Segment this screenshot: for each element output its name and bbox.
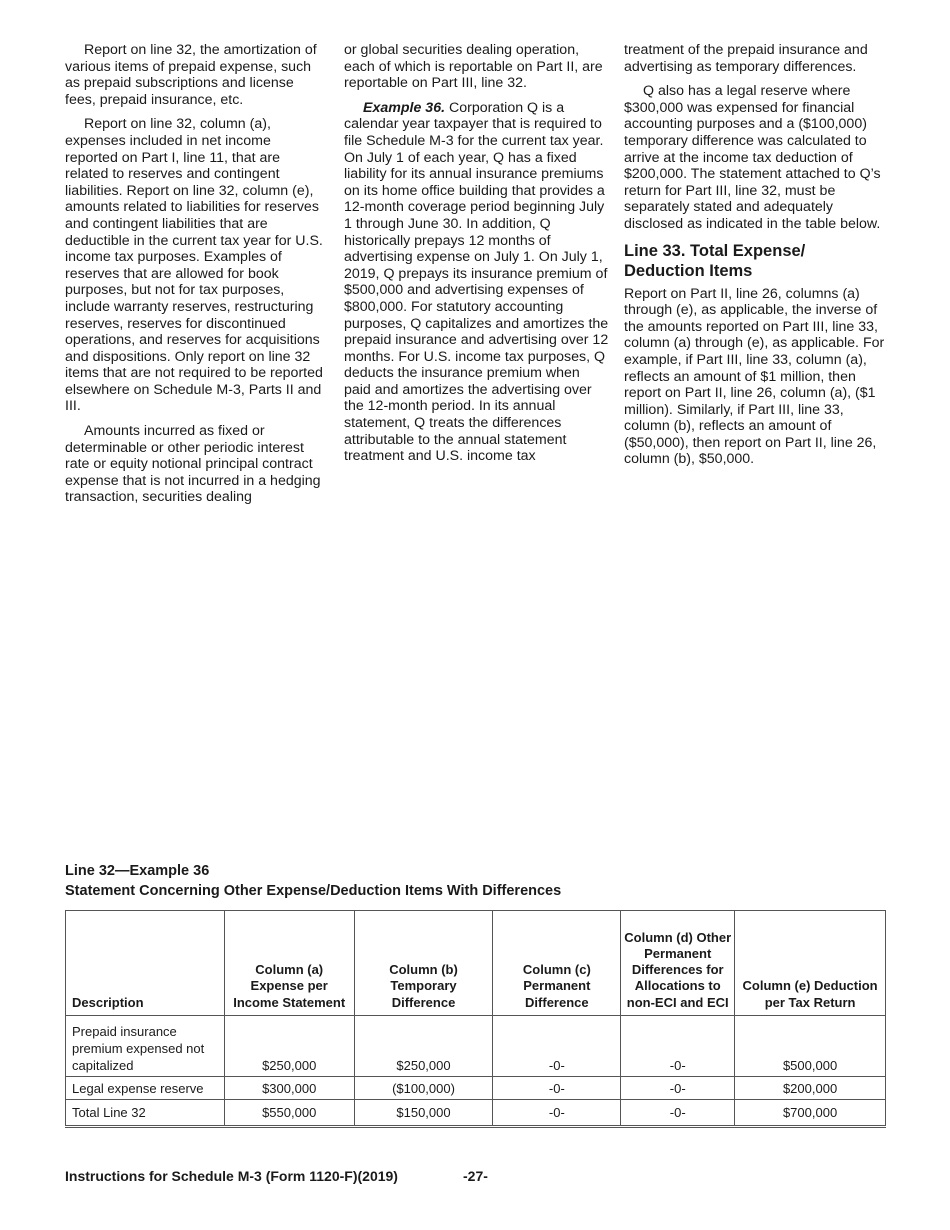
table-cell: $300,000	[224, 1077, 354, 1100]
table-cell: $150,000	[354, 1100, 493, 1127]
column-header: Description	[66, 911, 225, 1016]
table-cell: $500,000	[735, 1016, 886, 1077]
table-cell: $250,000	[354, 1016, 493, 1077]
text-column-1	[65, 42, 327, 514]
table-title	[65, 861, 561, 901]
paragraph: or global securities dealing operation, each of which is reportable on Part II, are reportable on Part III, line 32.	[344, 42, 603, 92]
table-cell: $700,000	[735, 1100, 886, 1127]
table-cell: $550,000	[224, 1100, 354, 1127]
table-row	[66, 1016, 886, 1077]
paragraph: Q also has a legal reserve where $300,000 was expensed for financial accounting purposes and a ($100,000) temporary difference was calculated to arrive at the income tax deduction of $200,000. The statement attached to Q’s return for Part III, line 32, must be separately stated and adequately disclosed as indicated in the table below.	[624, 83, 881, 232]
table-cell: -0-	[493, 1016, 621, 1077]
table-total-row	[66, 1100, 886, 1127]
example-table	[65, 910, 886, 1128]
table-cell: -0-	[621, 1077, 735, 1100]
table-cell: -0-	[493, 1077, 621, 1100]
paragraph: Report on line 32, the amortization of various items of prepaid expense, such as prepaid subscriptions and license fees, prepaid insurance, etc.	[65, 42, 317, 108]
table-cell: -0-	[493, 1100, 621, 1127]
table-cell: $250,000	[224, 1016, 354, 1077]
text-column-2	[344, 42, 610, 473]
table-cell: Legal expense reserve	[66, 1077, 225, 1100]
footer-doc-title: Instructions for Schedule M-3 (Form 1120-F)(2019)	[65, 1168, 398, 1184]
paragraph: Report on line 32, column (a), expenses included in net income reported on Part I, line 11, that are related to reserves and contingent liabilities. Report on line 32, column (e), amounts related to liabilities for reserves and contingent liabilities that are deductible in the current tax year for U.S. income tax purposes. Examples of reserves that are allowed for book purposes, but not for tax purposes, include warranty reserves, restructuring reserves, reserves for discontinued operations, and reserves for acquisitions and dispositions. Only report on line 32 items that are not required to be reported elsewhere on Schedule M-3, Parts II and III.	[65, 116, 323, 415]
table-header-row	[66, 911, 886, 1016]
table-cell: Total Line 32	[66, 1100, 225, 1127]
paragraph: treatment of the prepaid insurance and advertising as temporary differences.	[624, 42, 868, 75]
column-header: Column (a) Expense per Income Statement	[224, 911, 354, 1016]
section-heading: Line 33. Total Expense/ Deduction Items	[624, 241, 806, 280]
column-header: Column (c) Permanent Difference	[493, 911, 621, 1016]
page-footer	[65, 1168, 488, 1184]
table-cell: ($100,000)	[354, 1077, 493, 1100]
table-cell: $200,000	[735, 1077, 886, 1100]
table-cell: Prepaid insurance premium expensed not capitalized	[66, 1016, 225, 1077]
column-header: Column (b) Temporary Difference	[354, 911, 493, 1016]
paragraph: Report on Part II, line 26, columns (a) through (e), as applicable, the inverse of the amounts reported on Part III, line 33, column (a) through (e), as applicable. For example, if Part III, line 33, column (a), reflects an amount of $1 million, then report on Part II, line 26, column (a), ($1 million). Similarly, if Part III, line 33, column (b), reflects an amount of ($50,000), then report on Part II, line 26, column (b), $50,000.	[624, 285, 885, 468]
column-header: Column (d) Other Permanent Differences for Allocations to non-ECI and ECI	[621, 911, 735, 1016]
paragraph: Amounts incurred as fixed or determinable or other periodic interest rate or equity notional principal contract expense that is not incurred in a hedging transaction, securities dealing	[65, 423, 321, 506]
page-number: -27-	[463, 1168, 488, 1184]
example-label: Example 36.	[363, 99, 446, 116]
table-cell: -0-	[621, 1016, 735, 1077]
table-title-line-1: Line 32—Example 36	[65, 863, 210, 879]
example-text: Corporation Q is a calendar year taxpayer that is required to file Schedule M-3 for the current tax year. On July 1 of each year, Q has a fixed liability for its annual insurance premiums on its home office building that provides a 12-month coverage period beginning July 1 through June 30. In addition, Q historically prepays 12 months of advertising expense on July 1. On July 1, 2019, Q prepays its insurance premium of $500,000 and advertising expenses of $800,000. For statutory accounting purposes, Q capitalizes and amortizes the prepaid insurance and advertising over 12 months. For U.S. income tax purposes, Q deducts the insurance premium when paid and amortizes the advertising over the 12-month period. In its annual statement, Q treats the differences attributable to the annual statement treatment and U.S. income tax	[344, 99, 609, 465]
table-cell: -0-	[621, 1100, 735, 1127]
example-paragraph	[344, 100, 610, 465]
table-row	[66, 1077, 886, 1100]
column-header: Column (e) Deduction per Tax Return	[735, 911, 886, 1016]
text-column-3	[624, 42, 886, 476]
table-title-line-2: Statement Concerning Other Expense/Deduction Items With Differences	[65, 883, 562, 899]
